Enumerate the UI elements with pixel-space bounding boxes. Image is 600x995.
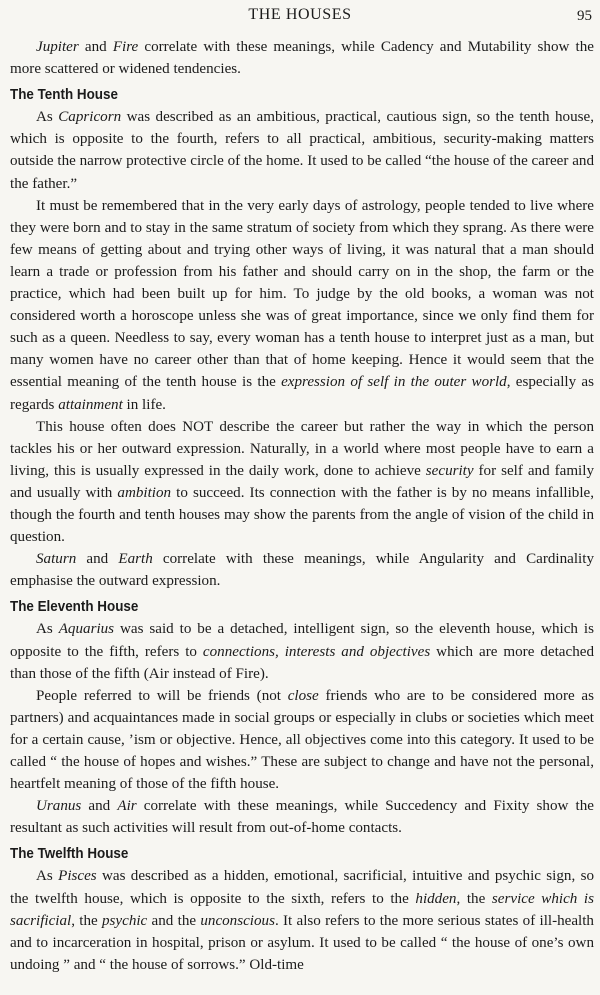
text-run: was said to be a detached, intelligent sign, so the eleventh house, which is opposite to the fifth, refers to <box>10 621 594 660</box>
italic-term: Earth <box>118 551 153 568</box>
italic-term: Aquarius <box>58 621 115 638</box>
italic-term: Air <box>117 798 137 815</box>
paragraph <box>10 795 594 839</box>
text-run: and <box>78 39 113 55</box>
text-run: for self and family and usually with <box>10 462 594 501</box>
text-run: . It also refers to the more serious states of ill-health and to incarceration in hospital, prison or asylum. It used to be called “ the house of one’s own undoing ” and “ the house of sorrows.” Old-time <box>10 912 594 973</box>
italic-term: Capricorn <box>58 109 122 126</box>
intro-paragraph <box>10 36 594 80</box>
text-run: which are more detached than those of the fifth (Air instead of Fire). <box>10 643 594 682</box>
text-run: It must be remembered that in the very early days of astrology, people tended to live where they were born and to stay in the same stratum of society from which they sprang. As there were few means of getting about and trying other ways of living, it was natural that a man should learn a trade or profession from his father and should carry on in the shop, the farm or the practice, which had been built up for him. To judge by the old books, a woman was not considered worth a horoscope unless she was of great importance, since we only find them for such as a queen. Needless to say, every woman has a tenth house to interpret just as a man, but many women have no career other than that of home keeping. Hence it would seem that the essential meaning of the tenth house is the <box>10 197 594 391</box>
body-text <box>10 36 594 976</box>
text-run: friends who are to be considered more as partners) and acquaintances made in social groups or especially in clubs or societies which meet for a certain cause, ’ism or objective. Hence, all objectives come into this category. It used to be called “ the house of hopes and wishes.” These are subject to change and have not the personal, heartfelt meaning of those of the fifth house. <box>10 687 594 793</box>
paragraph <box>10 416 594 549</box>
paragraph <box>10 548 594 592</box>
text-run: to succeed. Its connection with the father is by no means infallible, though the fourth and tenth houses may show the parents from the angle of vision of the child in question. <box>10 484 594 546</box>
text-run: This house often does NOT describe the career but rather the way in which the person tackles his or her outward expression. Naturally, in a world where most people have to earn a living, this is usually expressed in the daily work, done to achieve <box>10 418 594 479</box>
section-heading-twelfth: The Twelfth House <box>10 846 129 863</box>
text-run: correlate with these meanings, while Angularity and Cardinality emphasise the outward expression. <box>10 551 594 590</box>
italic-term: Fire <box>112 39 139 55</box>
italic-term: Saturn <box>36 551 77 568</box>
text-run: , the <box>71 912 102 929</box>
italic-term: attainment <box>58 396 123 413</box>
italic-term: security <box>425 462 474 479</box>
italic-term: service which is sacrificial <box>10 890 594 929</box>
page-header <box>0 6 600 28</box>
text-run: People referred to will be friends (not <box>36 687 288 704</box>
text-run: correlate with these meanings, while Cadency and Mutability show the more scattered or widened tendencies. <box>10 39 595 78</box>
paragraph <box>10 195 594 416</box>
running-head: THE HOUSES <box>248 6 352 23</box>
italic-term: unconscious <box>200 912 275 929</box>
page-number: 95 <box>577 8 592 24</box>
section-heading-tenth: The Tenth House <box>10 87 118 104</box>
text-run: As <box>36 868 59 885</box>
italic-term: hidden <box>415 890 457 907</box>
section-heading-eleventh: The Eleventh House <box>10 599 139 616</box>
text-run: was described as an ambitious, practical, cautious sign, so the tenth house, which is opposite to the fourth, refers to all practical, ambitious, security-making matters outside the narrow protective circle of the home. It used to be called “the house of the career and the father.” <box>10 109 594 192</box>
italic-term: Jupiter <box>36 39 79 55</box>
paragraph <box>10 685 594 795</box>
paragraph <box>10 106 594 194</box>
text-run: , the <box>456 890 492 907</box>
text-run: and <box>81 798 118 815</box>
text-run: and the <box>147 912 201 929</box>
text-run: correlate with these meanings, while Succedency and Fixity show the resultant as such activities will result from out-of-home contacts. <box>10 798 594 837</box>
italic-term: ambition <box>117 484 172 501</box>
text-run: was described as a hidden, emotional, sacrificial, intuitive and psychic sign, so the twelfth house, which is opposite to the sixth, refers to the <box>10 868 594 907</box>
text-run: and <box>76 551 119 568</box>
text-run: in life. <box>122 396 166 413</box>
text-run: As <box>36 621 59 638</box>
italic-term: close <box>287 687 319 704</box>
text-run: As <box>36 109 59 126</box>
italic-term: expression of self in the outer world <box>281 374 507 391</box>
italic-term: Uranus <box>36 798 82 815</box>
paragraph <box>10 618 594 684</box>
italic-term: psychic <box>102 912 148 929</box>
paragraph <box>10 865 594 975</box>
text-run: , especially as regards <box>10 374 594 413</box>
italic-term: Pisces <box>58 868 97 885</box>
italic-term: connections, interests and objectives <box>202 643 431 660</box>
